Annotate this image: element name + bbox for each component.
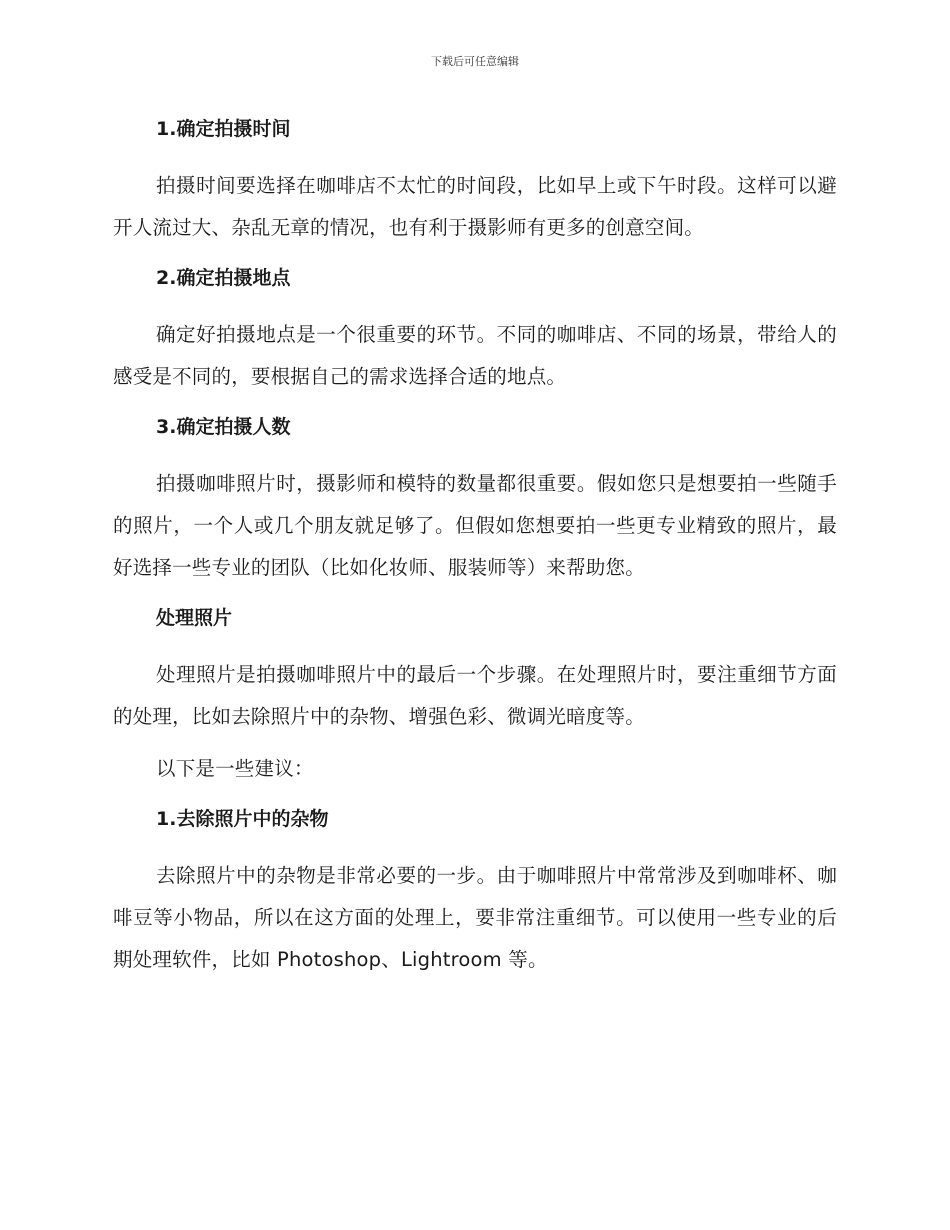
document-body — [113, 110, 837, 981]
section-paragraph: 去除照片中的杂物是非常必要的一步。由于咖啡照片中常常涉及到咖啡杯、咖啡豆等小物品，所以在这方面的处理上，要非常注重细节。可以使用一些专业的后期处理软件，比如 Photoshop、Lightroom 等。 — [113, 864, 837, 971]
section-paragraph: 确定好拍摄地点是一个很重要的环节。不同的咖啡店、不同的场景，带给人的感受是不同的，要根据自己的需求选择合适的地点。 — [113, 323, 837, 388]
section-heading: 处理照片 — [156, 607, 233, 629]
section-heading: 1.确定拍摄时间 — [156, 118, 291, 140]
section-heading: 3.确定拍摄人数 — [156, 416, 291, 438]
section-paragraph: 拍摄咖啡照片时，摄影师和模特的数量都很重要。假如您只是想要拍一些随手的照片，一个人或几个朋友就足够了。但假如您想要拍一些更专业精致的照片，最好选择一些专业的团队（比如化妆师、服装师等）来帮助您。 — [113, 472, 837, 579]
section-heading: 2.确定拍摄地点 — [156, 267, 291, 289]
section-heading: 1.去除照片中的杂物 — [156, 808, 329, 830]
page-header: 下载后可任意编辑 — [431, 55, 519, 68]
section-paragraph: 处理照片是拍摄咖啡照片中的最后一个步骤。在处理照片时，要注重细节方面的处理，比如去除照片中的杂物、增强色彩、微调光暗度等。 — [113, 663, 837, 728]
suggestions-intro: 以下是一些建议： — [156, 757, 314, 780]
section-paragraph: 拍摄时间要选择在咖啡店不太忙的时间段，比如早上或下午时段。这样可以避开人流过大、杂乱无章的情况，也有利于摄影师有更多的创意空间。 — [113, 174, 837, 239]
